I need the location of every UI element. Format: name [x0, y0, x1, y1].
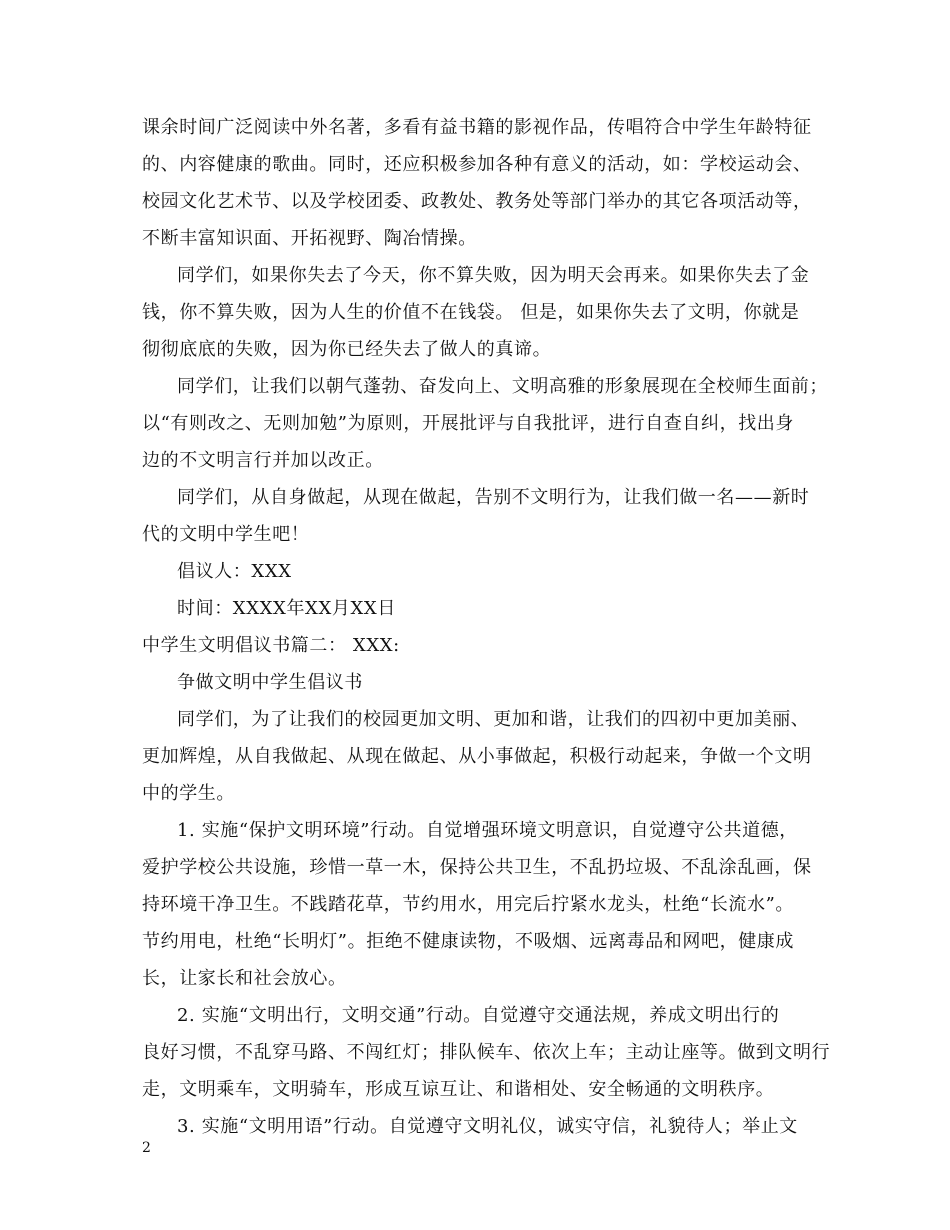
- text-line: 同学们，从自身做起，从现在做起，告别不文明行为，让我们做一名——新时: [177, 487, 810, 508]
- text-line: 校园文化艺术节、以及学校团委、政教处、教务处等部门举办的其它各项活动等，: [142, 191, 812, 212]
- page-number: 2: [142, 1140, 151, 1156]
- text-line: 节约用电，杜绝“长明灯”。拒绝不健康读物，不吸烟、远离毒品和网吧，健康成: [142, 931, 795, 952]
- text-line: 同学们，让我们以朝气蓬勃、奋发向上、文明高雅的形象展现在全校师生面前；: [177, 376, 828, 397]
- text-line: 不断丰富知识面、开拓视野、陶冶情操。: [142, 228, 477, 249]
- numbered-item: 1. 实施“保护文明环境”行动。自觉增强环境文明意识，自觉遵守公共道德，: [177, 820, 798, 841]
- signer-line: 倡议人：XXX: [177, 561, 292, 582]
- text-line: 同学们，为了让我们的校园更加文明、更加和谐，让我们的四初中更加美丽、: [177, 709, 810, 730]
- date-line: 时间：XXXX年XX月XX日: [177, 598, 396, 619]
- text-line: 同学们，如果你失去了今天，你不算失败，因为明天会再来。如果你失去了金: [177, 265, 810, 286]
- text-line: 课余时间广泛阅读中外名著，多看有益书籍的影视作品，传唱符合中学生年龄特征: [142, 117, 812, 138]
- text-line: 边的不文明言行并加以改正。: [142, 450, 384, 471]
- section-heading: 中学生文明倡议书篇二： XXX:: [142, 635, 400, 656]
- text-line: 中的学生。: [142, 783, 235, 804]
- text-line: 更加辉煌，从自我做起、从现在做起、从小事做起，积极行动起来，争做一个文明: [142, 746, 812, 767]
- text-line: 代的文明中学生吧！: [142, 524, 310, 545]
- text-line: 持环境干净卫生。不践踏花草，节约用水，用完后拧紧水龙头，杜绝“长流水”。: [142, 894, 795, 915]
- text-line: 长，让家长和社会放心。: [142, 968, 347, 989]
- text-line: 走，文明乘车，文明骑车，形成互谅互让、和谐相处、安全畅通的文明秩序。: [142, 1079, 775, 1100]
- text-line: 的、内容健康的歌曲。同时，还应积极参加各种有意义的活动，如：学校运动会、: [142, 154, 812, 175]
- numbered-item: 3. 实施“文明用语”行动。自觉遵守文明礼仪，诚实守信，礼貌待人；举止文: [177, 1116, 798, 1137]
- text-line: 良好习惯，不乱穿马路、不闯红灯；排队候车、依次上车；主动让座等。做到文明行: [142, 1042, 831, 1063]
- text-line: 彻彻底底的失败，因为你已经失去了做人的真谛。: [142, 339, 552, 360]
- text-line: 爱护学校公共设施，珍惜一草一木，保持公共卫生，不乱扔垃圾、不乱涂乱画，保: [142, 857, 812, 878]
- numbered-item: 2. 实施“文明出行，文明交通”行动。自觉遵守交通法规，养成文明出行的: [177, 1005, 780, 1026]
- document-title: 争做文明中学生倡议书: [177, 672, 363, 693]
- text-line: 钱，你不算失败，因为人生的价值不在钱袋。 但是，如果你失去了文明，你就是: [142, 302, 800, 323]
- text-line: 以“有则改之、无则加勉”为原则，开展批评与自我批评，进行自查自纠，找出身: [142, 413, 795, 434]
